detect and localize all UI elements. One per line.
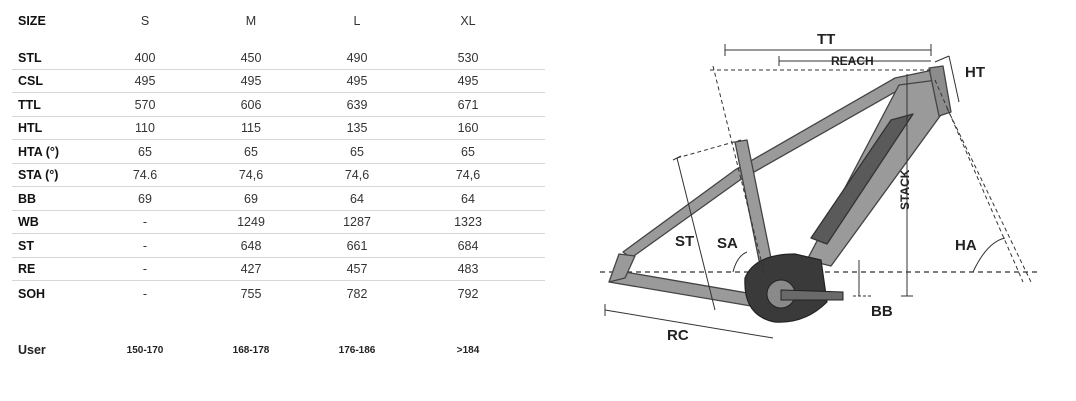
table-row (0, 93, 545, 117)
user-label: User (18, 343, 46, 357)
cell-l: 65 (350, 144, 364, 159)
table-row (0, 46, 545, 70)
cell-s: 570 (134, 97, 156, 112)
table-row (0, 282, 545, 306)
cell-m: 69 (244, 191, 258, 206)
cell-l: 782 (346, 286, 368, 301)
row-label: HTA (°) (18, 144, 60, 159)
row-label: WB (18, 215, 39, 230)
cell-m: 495 (240, 74, 262, 89)
cell-xl: 1323 (454, 215, 482, 230)
row-label: RE (18, 262, 36, 277)
st-label: ST (675, 233, 695, 250)
table-row (0, 70, 545, 94)
row-label: STL (18, 50, 42, 65)
cell-m: 450 (240, 50, 262, 65)
sa-label: SA (717, 235, 738, 252)
size-header-s: S (140, 14, 150, 28)
table-row (0, 211, 545, 235)
row-label: CSL (18, 74, 43, 89)
row-label: STA (°) (18, 168, 59, 183)
cell-xl: 495 (457, 74, 479, 89)
size-header-l: L (353, 14, 361, 28)
size-header-label: SIZE (18, 14, 46, 28)
table-row (0, 234, 545, 258)
user-range-s: 150-170 (126, 344, 164, 356)
cell-m: 648 (240, 238, 262, 253)
cell-xl: 792 (457, 286, 479, 301)
rc-label: RC (667, 327, 689, 344)
row-label: HTL (18, 121, 43, 136)
cell-l: 490 (346, 50, 368, 65)
cell-l: 661 (346, 238, 368, 253)
user-height-row (0, 340, 545, 360)
cell-m: 115 (241, 121, 261, 136)
user-range-l: 176-186 (338, 344, 376, 356)
table-row (0, 117, 545, 141)
size-header-row (0, 10, 545, 32)
cell-s: - (142, 215, 148, 230)
cell-s: - (142, 262, 148, 277)
table-row (0, 258, 545, 282)
cell-xl: 483 (457, 262, 479, 277)
cell-l: 457 (346, 262, 368, 277)
cell-xl: 684 (457, 238, 479, 253)
cell-l: 74,6 (344, 168, 370, 183)
row-label: SOH (18, 286, 46, 301)
size-header-xl: XL (460, 14, 476, 28)
row-label: ST (18, 238, 34, 253)
cell-s: 74.6 (132, 168, 158, 183)
table-row (0, 164, 545, 188)
cell-l: 135 (346, 121, 368, 136)
cell-xl: 671 (457, 97, 479, 112)
tt-label: TT (817, 31, 836, 48)
user-range-m: 168-178 (232, 344, 270, 356)
reach-label: REACH (831, 54, 874, 68)
table-row (0, 187, 545, 211)
cell-m: 755 (240, 286, 262, 301)
cell-m: 606 (240, 97, 262, 112)
cell-s: 400 (134, 50, 156, 65)
chain-stay (609, 272, 765, 308)
cell-xl: 530 (457, 50, 479, 65)
cell-s: 65 (138, 144, 152, 159)
frame-geometry-diagram (595, 20, 1055, 350)
size-header-m: M (245, 14, 257, 28)
cell-s: 495 (134, 74, 156, 89)
cell-s: - (142, 286, 148, 301)
cell-l: 64 (350, 191, 364, 206)
ha-label: HA (955, 237, 977, 254)
cell-xl: 65 (461, 144, 475, 159)
cell-xl: 74,6 (455, 168, 481, 183)
cell-xl: 160 (457, 121, 479, 136)
row-label: TTL (18, 97, 41, 112)
cell-s: - (142, 238, 148, 253)
row-label: BB (18, 191, 37, 206)
user-range-xl: >184 (456, 344, 480, 356)
stack-label: STACK (898, 169, 912, 210)
bb-label: BB (871, 303, 893, 320)
cell-l: 495 (346, 74, 368, 89)
cell-s: 69 (138, 191, 152, 206)
cell-l: 639 (346, 97, 368, 112)
cell-xl: 64 (461, 191, 475, 206)
table-row (0, 140, 545, 164)
cell-l: 1287 (343, 215, 371, 230)
cell-m: 65 (244, 144, 258, 159)
cell-m: 1249 (237, 215, 265, 230)
cell-m: 74,6 (238, 168, 264, 183)
row-divider (12, 280, 545, 281)
cell-m: 427 (240, 262, 262, 277)
cell-s: 110 (135, 121, 155, 136)
ht-label: HT (965, 64, 985, 81)
